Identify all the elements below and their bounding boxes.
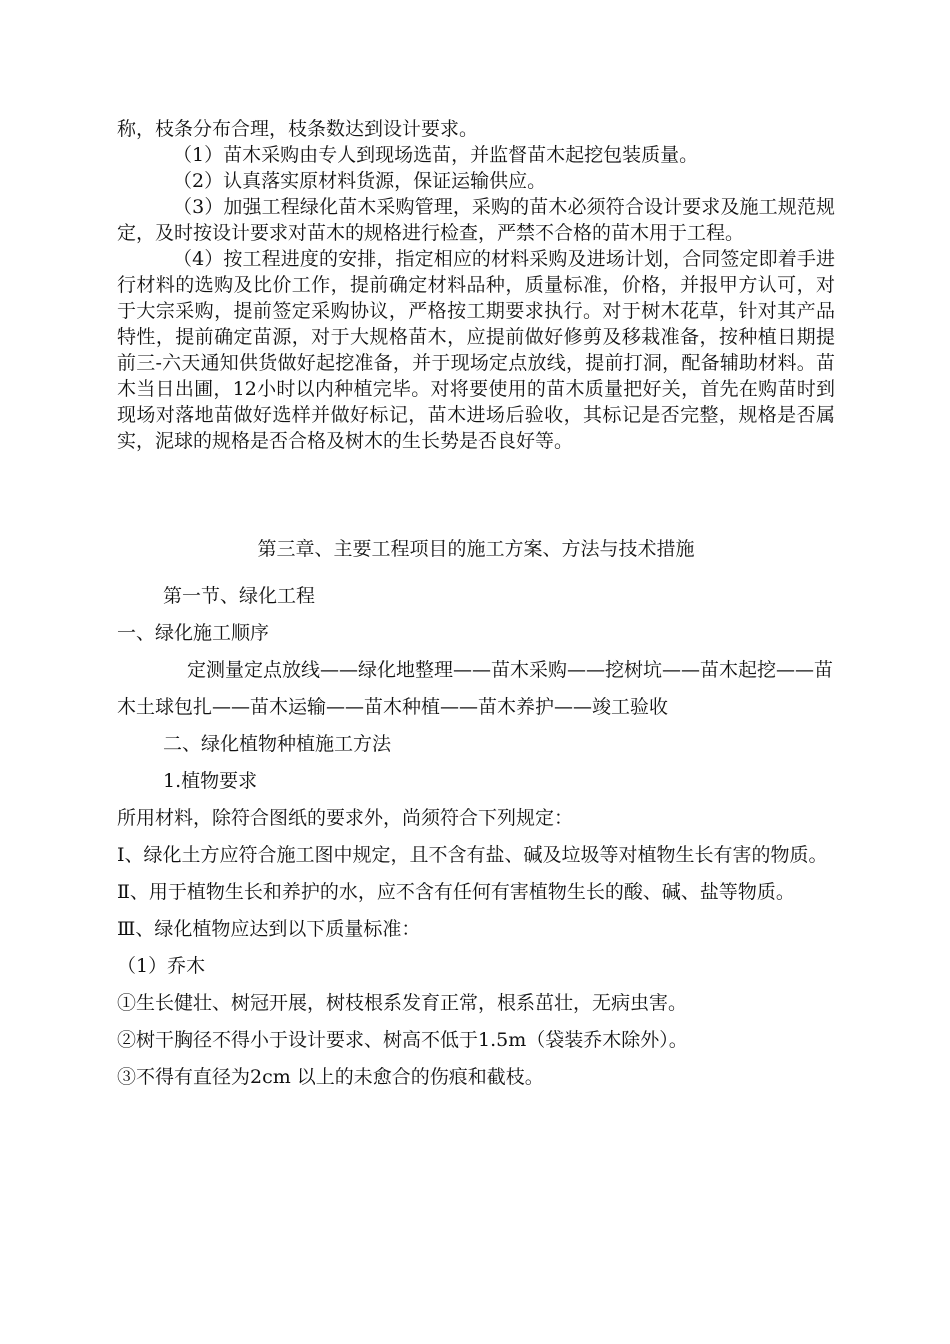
tree-item-2: ②树干胸径不得小于设计要求、树高不低于1.5m（袋装乔木除外）。: [117, 1029, 688, 1051]
paragraph-item-2: （2）认真落实原材料货源，保证运输供应。: [173, 170, 547, 192]
paragraph-item-3: （3）加强工程绿化苗木采购管理，采购的苗木必须符合设计要求及施工规范规定，及时按设计要求对苗木的规格进行检查，严禁不合格的苗木用于工程。: [117, 196, 835, 244]
tree-item-1: ①生长健壮、树冠开展，树枝根系发育正常，根系茁壮，无病虫害。: [117, 992, 688, 1014]
sub-heading-plant-requirements: 1.植物要求: [163, 770, 258, 792]
rule-water: Ⅱ、用于植物生长和养护的水，应不含有任何有害植物生长的酸、碱、盐等物质。: [117, 881, 795, 903]
sequence-text: 定测量定点放线——绿化地整理——苗木采购——挖树坑——苗木起挖——苗木土球包扎——苗木运输——苗木种植——苗木养护——竣工验收: [117, 659, 834, 718]
tree-item-3: ③不得有直径为2cm 以上的未愈合的伤痕和截枝。: [117, 1066, 544, 1088]
section-title: 第一节、绿化工程: [163, 585, 316, 607]
rule-quality: Ⅲ、绿化植物应达到以下质量标准：: [117, 918, 421, 940]
heading-construction-sequence: 一、绿化施工顺序: [117, 622, 270, 644]
paragraph-continuation: 称，枝条分布合理，枝条数达到设计要求。: [117, 118, 479, 140]
tree-heading: （1）乔木: [117, 955, 206, 977]
top-text-block: [117, 116, 835, 454]
requirements-intro: 所用材料，除符合图纸的要求外，尚须符合下列规定：: [117, 807, 574, 829]
heading-planting-method: 二、绿化植物种植施工方法: [163, 733, 392, 755]
chapter-title: 第三章、主要工程项目的施工方案、方法与技术措施: [257, 538, 695, 560]
paragraph-item-1: （1）苗木采购由专人到现场选苗，并监督苗木起挖包装质量。: [173, 144, 699, 166]
body-text-block: [117, 578, 835, 1096]
rule-soil: Ⅰ、绿化土方应符合施工图中规定，且不含有盐、碱及垃圾等对植物生长有害的物质。: [117, 844, 828, 866]
paragraph-item-4: （4）按工程进度的安排，指定相应的材料采购及进场计划，合同签定即着手进行材料的选购及比价工作，提前确定材料品种，质量标准，价格，并报甲方认可，对于大宗采购，提前签定采购协议，严格按工期要求执行。对于树木花草，针对其产品特性，提前确定苗源，对于大规格苗木，应提前做好修剪及移栽准备，按种植日期提前三-六天通知供货做好起挖准备，并于现场定点放线，提前打洞，配备辅助材料。苗木当日出圃，12小时以内种植完毕。对将要使用的苗木质量把好关，首先在购苗时到现场对落地苗做好选样并做好标记，苗木进场后验收，其标记是否完整，规格是否属实，泥球的规格是否合格及树木的生长势是否良好等。: [117, 248, 835, 452]
